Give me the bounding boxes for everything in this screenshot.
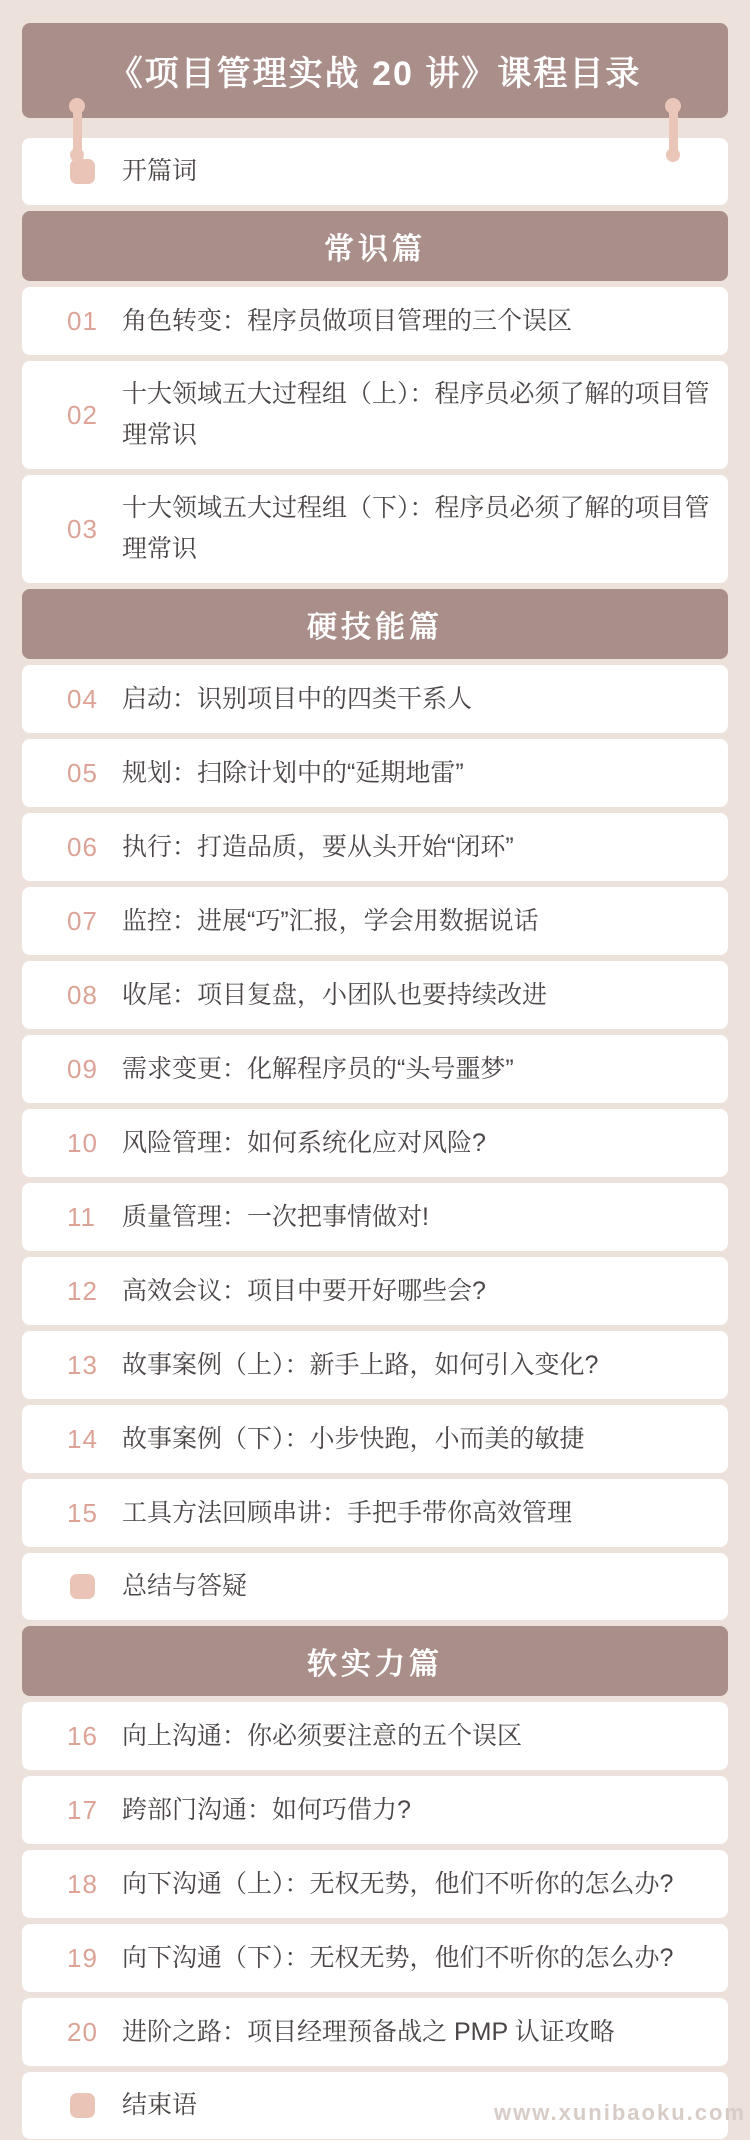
section-title: 软实力篇 bbox=[307, 1648, 443, 1681]
lesson-row[interactable] bbox=[22, 1183, 728, 1251]
lesson-title: 工具方法回顾串讲：手把手带你高效管理 bbox=[122, 1498, 573, 1527]
pin-shaft bbox=[669, 106, 678, 154]
lesson-number: 11 bbox=[67, 1201, 96, 1232]
lesson-number: 10 bbox=[67, 1127, 98, 1158]
lesson-row[interactable] bbox=[22, 887, 728, 955]
lesson-number: 08 bbox=[67, 979, 98, 1010]
lesson-row[interactable] bbox=[22, 1998, 728, 2066]
lesson-number: 16 bbox=[67, 1720, 98, 1751]
lesson-number: 12 bbox=[67, 1275, 98, 1306]
lesson-title: 故事案例（下）：小步快跑，小而美的敏捷 bbox=[122, 1424, 585, 1453]
lesson-number: 19 bbox=[67, 1942, 98, 1973]
lesson-row[interactable] bbox=[22, 1479, 728, 1547]
lesson-row[interactable] bbox=[22, 961, 728, 1029]
lesson-title: 监控：进展“巧”汇报，学会用数据说话 bbox=[122, 906, 539, 935]
lesson-row[interactable] bbox=[22, 475, 728, 583]
lesson-row[interactable] bbox=[22, 361, 728, 469]
lesson-number: 14 bbox=[67, 1423, 98, 1454]
lesson-title: 结束语 bbox=[122, 2091, 198, 2119]
lesson-title: 角色转变：程序员做项目管理的三个误区 bbox=[122, 306, 573, 335]
toc-list bbox=[22, 138, 728, 2139]
lesson-number: 03 bbox=[67, 513, 98, 544]
rounded-square-bullet-icon bbox=[70, 1574, 95, 1599]
lesson-title: 规划：扫除计划中的“延期地雷” bbox=[122, 758, 464, 787]
lesson-title: 向上沟通：你必须要注意的五个误区 bbox=[122, 1721, 523, 1750]
lesson-row[interactable] bbox=[22, 1924, 728, 1992]
lesson-title: 质量管理：一次把事情做对! bbox=[122, 1202, 429, 1231]
lesson-title: 风险管理：如何系统化应对风险? bbox=[122, 1128, 486, 1157]
lesson-row[interactable] bbox=[22, 665, 728, 733]
lesson-row[interactable] bbox=[22, 813, 728, 881]
lesson-number: 01 bbox=[67, 305, 98, 336]
special-lesson-row[interactable] bbox=[22, 1553, 728, 1620]
lesson-title: 需求变更：化解程序员的“头号噩梦” bbox=[122, 1054, 514, 1083]
lesson-row[interactable] bbox=[22, 287, 728, 355]
lesson-number: 09 bbox=[67, 1053, 98, 1084]
lesson-title: 开篇词 bbox=[122, 157, 198, 185]
lesson-title: 跨部门沟通：如何巧借力? bbox=[122, 1795, 411, 1824]
rounded-square-bullet-icon bbox=[70, 2093, 95, 2118]
lesson-title: 总结与答疑 bbox=[122, 1572, 248, 1600]
lesson-number: 06 bbox=[67, 831, 98, 862]
section-header bbox=[22, 589, 728, 659]
course-toc-header bbox=[22, 23, 728, 118]
lesson-number: 15 bbox=[67, 1497, 98, 1528]
section-title: 硬技能篇 bbox=[307, 611, 443, 644]
lesson-number: 04 bbox=[67, 683, 98, 714]
lesson-number: 18 bbox=[67, 1868, 98, 1899]
lesson-row[interactable] bbox=[22, 1331, 728, 1399]
lesson-row[interactable] bbox=[22, 1109, 728, 1177]
lesson-number: 17 bbox=[67, 1794, 98, 1825]
pin-decoration-left bbox=[69, 98, 85, 162]
lesson-title: 执行：打造品质，要从头开始“闭环” bbox=[122, 832, 514, 861]
lesson-row[interactable] bbox=[22, 1702, 728, 1770]
lesson-row[interactable] bbox=[22, 1405, 728, 1473]
watermark: www.xunibaoku.com bbox=[494, 2100, 746, 2125]
section-title: 常识篇 bbox=[324, 233, 426, 266]
lesson-number: 07 bbox=[67, 905, 98, 936]
rounded-square-bullet-icon bbox=[70, 159, 95, 184]
lesson-number: 20 bbox=[67, 2016, 98, 2047]
pin-shaft bbox=[73, 106, 82, 154]
lesson-row[interactable] bbox=[22, 1257, 728, 1325]
lesson-title: 向下沟通（上）：无权无势，他们不听你的怎么办? bbox=[122, 1869, 674, 1898]
lesson-row[interactable] bbox=[22, 1850, 728, 1918]
special-lesson-row[interactable] bbox=[22, 138, 728, 205]
lesson-number: 05 bbox=[67, 757, 98, 788]
lesson-title: 启动：识别项目中的四类干系人 bbox=[122, 684, 473, 713]
pin-foot bbox=[666, 148, 680, 162]
lesson-number: 13 bbox=[67, 1349, 98, 1380]
lesson-title: 高效会议：项目中要开好哪些会? bbox=[122, 1276, 486, 1305]
lesson-title: 进阶之路：项目经理预备战之 PMP 认证攻略 bbox=[122, 2017, 615, 2046]
pin-decoration-right bbox=[665, 98, 681, 162]
lesson-row[interactable] bbox=[22, 1776, 728, 1844]
lesson-number: 02 bbox=[67, 399, 98, 430]
lesson-row[interactable] bbox=[22, 739, 728, 807]
lesson-title: 故事案例（上）：新手上路，如何引入变化? bbox=[122, 1350, 599, 1379]
section-header bbox=[22, 1626, 728, 1696]
page-title: 《项目管理实战 20 讲》课程目录 bbox=[108, 55, 642, 93]
lesson-title: 十大领域五大过程组（下）：程序员必须了解的项目管理常识 bbox=[122, 494, 710, 563]
pin-foot bbox=[70, 148, 84, 162]
lesson-title: 收尾：项目复盘，小团队也要持续改进 bbox=[122, 980, 548, 1009]
section-header bbox=[22, 211, 728, 281]
lesson-title: 向下沟通（下）：无权无势，他们不听你的怎么办? bbox=[122, 1943, 674, 1972]
lesson-row[interactable] bbox=[22, 1035, 728, 1103]
lesson-title: 十大领域五大过程组（上）：程序员必须了解的项目管理常识 bbox=[122, 380, 710, 449]
